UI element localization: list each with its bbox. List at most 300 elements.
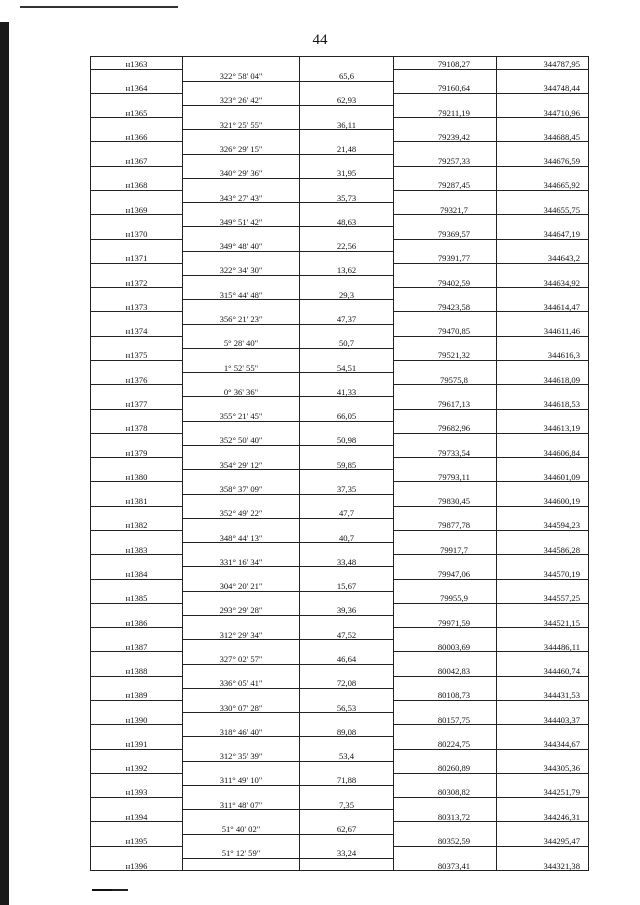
empty-cell <box>497 676 589 688</box>
coord-y: 344643,2 <box>497 251 589 263</box>
segment-distance: 39,36 <box>300 603 394 615</box>
empty-cell <box>497 312 589 324</box>
segment-distance: 35,73 <box>300 191 394 203</box>
empty-cell <box>183 203 300 215</box>
coord-y: 344606,84 <box>497 446 589 458</box>
segment-bearing: 349° 48' 40" <box>183 239 300 251</box>
coord-y: 344710,96 <box>497 106 589 118</box>
coord-x: 79108,27 <box>394 57 497 70</box>
segment-row <box>91 166 589 178</box>
empty-cell <box>300 518 394 530</box>
point-name: н1377 <box>91 397 183 409</box>
empty-cell <box>183 348 300 360</box>
empty-cell <box>300 858 394 871</box>
empty-cell <box>394 846 497 858</box>
empty-cell <box>394 69 497 81</box>
coord-x: 79257,33 <box>394 154 497 166</box>
point-row <box>91 615 589 627</box>
empty-cell <box>183 834 300 846</box>
empty-cell <box>183 397 300 409</box>
segment-row <box>91 93 589 105</box>
empty-cell <box>300 737 394 749</box>
segment-row <box>91 142 589 154</box>
segment-row <box>91 555 589 567</box>
empty-cell <box>91 361 183 373</box>
point-name: н1389 <box>91 688 183 700</box>
segment-distance: 54,51 <box>300 361 394 373</box>
empty-cell <box>300 130 394 142</box>
segment-bearing: 349° 51' 42" <box>183 215 300 227</box>
empty-cell <box>300 251 394 263</box>
point-row <box>91 518 589 530</box>
point-name: н1372 <box>91 276 183 288</box>
segment-bearing: 311° 48' 07" <box>183 798 300 810</box>
point-row <box>91 421 589 433</box>
point-row <box>91 276 589 288</box>
empty-cell <box>497 191 589 203</box>
segment-row <box>91 458 589 470</box>
coord-x: 79955,9 <box>394 591 497 603</box>
empty-cell <box>91 700 183 712</box>
point-row <box>91 106 589 118</box>
segment-bearing: 312° 29' 34" <box>183 628 300 640</box>
empty-cell <box>300 713 394 725</box>
empty-cell <box>497 239 589 251</box>
empty-cell <box>183 81 300 93</box>
empty-cell <box>183 154 300 166</box>
empty-cell <box>300 178 394 190</box>
coord-x: 79211,19 <box>394 106 497 118</box>
coord-y: 344431,53 <box>497 688 589 700</box>
empty-cell <box>300 664 394 676</box>
empty-cell <box>394 263 497 275</box>
empty-cell <box>183 615 300 627</box>
empty-cell <box>183 276 300 288</box>
point-name: н1364 <box>91 81 183 93</box>
coordinates-table-body <box>91 57 589 871</box>
coord-y: 344594,23 <box>497 518 589 530</box>
empty-cell <box>91 166 183 178</box>
empty-cell <box>91 93 183 105</box>
empty-cell <box>394 798 497 810</box>
coord-x: 80260,89 <box>394 761 497 773</box>
point-name: н1367 <box>91 154 183 166</box>
point-name: н1363 <box>91 57 183 70</box>
coord-y: 344600,19 <box>497 494 589 506</box>
segment-bearing: 326° 29' 15" <box>183 142 300 154</box>
empty-cell <box>300 57 394 70</box>
point-name: н1378 <box>91 421 183 433</box>
empty-cell <box>394 385 497 397</box>
coord-x: 79239,42 <box>394 130 497 142</box>
point-name: н1388 <box>91 664 183 676</box>
segment-distance: 15,67 <box>300 579 394 591</box>
point-name: н1395 <box>91 834 183 846</box>
segment-bearing: 318° 46' 40" <box>183 725 300 737</box>
point-row <box>91 397 589 409</box>
empty-cell <box>497 263 589 275</box>
point-name: н1370 <box>91 227 183 239</box>
empty-cell <box>394 579 497 591</box>
segment-bearing: 343° 27' 43" <box>183 191 300 203</box>
coord-y: 344787,95 <box>497 57 589 70</box>
empty-cell <box>91 458 183 470</box>
coord-x: 79917,7 <box>394 543 497 555</box>
segment-distance: 53,4 <box>300 749 394 761</box>
point-row <box>91 373 589 385</box>
empty-cell <box>91 530 183 542</box>
point-row <box>91 688 589 700</box>
coord-y: 344688,45 <box>497 130 589 142</box>
empty-cell <box>497 215 589 227</box>
empty-cell <box>91 215 183 227</box>
segment-distance: 22,56 <box>300 239 394 251</box>
empty-cell <box>497 288 589 300</box>
empty-cell <box>183 737 300 749</box>
segment-row <box>91 239 589 251</box>
point-row <box>91 785 589 797</box>
empty-cell <box>497 506 589 518</box>
empty-cell <box>91 822 183 834</box>
empty-cell <box>183 543 300 555</box>
empty-cell <box>300 81 394 93</box>
segment-distance: 48,63 <box>300 215 394 227</box>
segment-row <box>91 118 589 130</box>
empty-cell <box>497 579 589 591</box>
coord-y: 344251,79 <box>497 785 589 797</box>
empty-cell <box>497 652 589 664</box>
segment-distance: 21,48 <box>300 142 394 154</box>
segment-distance: 33,48 <box>300 555 394 567</box>
point-name: н1366 <box>91 130 183 142</box>
coord-x: 79470,85 <box>394 324 497 336</box>
page-number: 44 <box>312 32 328 48</box>
segment-distance: 41,33 <box>300 385 394 397</box>
empty-cell <box>394 749 497 761</box>
segment-distance: 36,11 <box>300 118 394 130</box>
coord-y: 344246,31 <box>497 810 589 822</box>
empty-cell <box>300 446 394 458</box>
empty-cell <box>91 725 183 737</box>
empty-cell <box>91 312 183 324</box>
point-row <box>91 834 589 846</box>
segment-row <box>91 652 589 664</box>
empty-cell <box>183 324 300 336</box>
coord-x: 79287,45 <box>394 178 497 190</box>
coord-x: 79423,58 <box>394 300 497 312</box>
empty-cell <box>91 482 183 494</box>
empty-cell <box>300 567 394 579</box>
empty-cell <box>91 118 183 130</box>
point-name: н1385 <box>91 591 183 603</box>
coord-y: 344655,75 <box>497 203 589 215</box>
point-row <box>91 494 589 506</box>
segment-row <box>91 700 589 712</box>
empty-cell <box>300 300 394 312</box>
segment-distance: 47,52 <box>300 628 394 640</box>
segment-row <box>91 433 589 445</box>
empty-cell <box>183 591 300 603</box>
empty-cell <box>91 846 183 858</box>
segment-row <box>91 628 589 640</box>
empty-cell <box>91 798 183 810</box>
segment-bearing: 312° 35' 39" <box>183 749 300 761</box>
empty-cell <box>183 518 300 530</box>
empty-cell <box>497 822 589 834</box>
coord-x: 79402,59 <box>394 276 497 288</box>
empty-cell <box>183 178 300 190</box>
segment-bearing: 331° 16' 34" <box>183 555 300 567</box>
segment-row <box>91 676 589 688</box>
empty-cell <box>183 470 300 482</box>
empty-cell <box>497 458 589 470</box>
segment-bearing: 352° 50' 40" <box>183 433 300 445</box>
empty-cell <box>497 725 589 737</box>
empty-cell <box>300 421 394 433</box>
empty-cell <box>497 773 589 785</box>
empty-cell <box>300 227 394 239</box>
point-name: н1382 <box>91 518 183 530</box>
segment-bearing: 322° 58' 04" <box>183 69 300 81</box>
segment-row <box>91 846 589 858</box>
empty-cell <box>300 470 394 482</box>
point-row <box>91 227 589 239</box>
segment-row <box>91 822 589 834</box>
segment-bearing: 0° 36' 36" <box>183 385 300 397</box>
segment-bearing: 321° 25' 55" <box>183 118 300 130</box>
coord-x: 79369,57 <box>394 227 497 239</box>
empty-cell <box>91 555 183 567</box>
segment-row <box>91 385 589 397</box>
point-name: н1371 <box>91 251 183 263</box>
empty-cell <box>497 409 589 421</box>
empty-cell <box>300 324 394 336</box>
segment-bearing: 348° 44' 13" <box>183 530 300 542</box>
point-name: н1396 <box>91 858 183 871</box>
point-name: н1390 <box>91 713 183 725</box>
empty-cell <box>300 615 394 627</box>
empty-cell <box>91 263 183 275</box>
coord-x: 80224,75 <box>394 737 497 749</box>
empty-cell <box>394 676 497 688</box>
point-row <box>91 251 589 263</box>
empty-cell <box>394 118 497 130</box>
empty-cell <box>300 494 394 506</box>
coord-x: 79682,96 <box>394 421 497 433</box>
empty-cell <box>497 166 589 178</box>
point-row <box>91 324 589 336</box>
coord-y: 344295,47 <box>497 834 589 846</box>
empty-cell <box>183 106 300 118</box>
empty-cell <box>497 336 589 348</box>
point-name: н1383 <box>91 543 183 555</box>
coord-y: 344344,67 <box>497 737 589 749</box>
coord-y: 344601,09 <box>497 470 589 482</box>
segment-distance: 40,7 <box>300 530 394 542</box>
empty-cell <box>183 421 300 433</box>
segment-row <box>91 530 589 542</box>
segment-bearing: 330° 07' 28" <box>183 700 300 712</box>
coord-x: 79575,8 <box>394 373 497 385</box>
empty-cell <box>394 336 497 348</box>
segment-row <box>91 361 589 373</box>
empty-cell <box>497 700 589 712</box>
empty-cell <box>91 336 183 348</box>
empty-cell <box>497 433 589 445</box>
segment-bearing: 315° 44' 48" <box>183 288 300 300</box>
point-name: н1365 <box>91 106 183 118</box>
coord-y: 344676,59 <box>497 154 589 166</box>
coord-x: 80003,69 <box>394 640 497 652</box>
segment-distance: 46,64 <box>300 652 394 664</box>
point-row <box>91 203 589 215</box>
empty-cell <box>394 239 497 251</box>
segment-distance: 65,6 <box>300 69 394 81</box>
empty-cell <box>91 191 183 203</box>
empty-cell <box>183 688 300 700</box>
coord-y: 344634,92 <box>497 276 589 288</box>
coord-y: 344570,19 <box>497 567 589 579</box>
coord-x: 79521,32 <box>394 348 497 360</box>
segment-distance: 62,67 <box>300 822 394 834</box>
segment-distance: 62,93 <box>300 93 394 105</box>
empty-cell <box>394 458 497 470</box>
empty-cell <box>497 530 589 542</box>
segment-row <box>91 773 589 785</box>
point-row <box>91 567 589 579</box>
empty-cell <box>394 773 497 785</box>
empty-cell <box>497 385 589 397</box>
point-name: н1374 <box>91 324 183 336</box>
coord-y: 344321,38 <box>497 858 589 871</box>
point-name: н1394 <box>91 810 183 822</box>
empty-cell <box>91 239 183 251</box>
empty-cell <box>497 118 589 130</box>
empty-cell <box>300 543 394 555</box>
empty-cell <box>91 142 183 154</box>
empty-cell <box>394 700 497 712</box>
empty-cell <box>497 628 589 640</box>
point-name: н1379 <box>91 446 183 458</box>
empty-cell <box>394 166 497 178</box>
empty-cell <box>300 348 394 360</box>
coord-y: 344748,44 <box>497 81 589 93</box>
segment-bearing: 336° 05' 41" <box>183 676 300 688</box>
point-row <box>91 591 589 603</box>
empty-cell <box>91 628 183 640</box>
segment-distance: 59,85 <box>300 458 394 470</box>
empty-cell <box>497 749 589 761</box>
point-row <box>91 737 589 749</box>
point-name: н1373 <box>91 300 183 312</box>
point-row <box>91 178 589 190</box>
empty-cell <box>300 373 394 385</box>
empty-cell <box>394 822 497 834</box>
empty-cell <box>394 361 497 373</box>
segment-bearing: 51° 40' 02" <box>183 822 300 834</box>
coord-x: 79947,06 <box>394 567 497 579</box>
point-name: н1369 <box>91 203 183 215</box>
empty-cell <box>394 530 497 542</box>
empty-cell <box>183 251 300 263</box>
empty-cell <box>394 725 497 737</box>
point-row <box>91 446 589 458</box>
point-name: н1391 <box>91 737 183 749</box>
segment-bearing: 322° 34' 30" <box>183 263 300 275</box>
segment-row <box>91 191 589 203</box>
segment-distance: 72,08 <box>300 676 394 688</box>
empty-cell <box>300 106 394 118</box>
empty-cell <box>183 227 300 239</box>
empty-cell <box>497 142 589 154</box>
coord-y: 344403,37 <box>497 713 589 725</box>
empty-cell <box>91 409 183 421</box>
empty-cell <box>394 603 497 615</box>
empty-cell <box>183 785 300 797</box>
point-name: н1375 <box>91 348 183 360</box>
coord-x: 79617,13 <box>394 397 497 409</box>
coord-y: 344521,15 <box>497 615 589 627</box>
coord-x: 80352,59 <box>394 834 497 846</box>
empty-cell <box>497 555 589 567</box>
coord-x: 80157,75 <box>394 713 497 725</box>
segment-row <box>91 603 589 615</box>
empty-cell <box>394 506 497 518</box>
segment-row <box>91 288 589 300</box>
empty-cell <box>497 603 589 615</box>
segment-distance: 47,37 <box>300 312 394 324</box>
segment-distance: 29,3 <box>300 288 394 300</box>
empty-cell <box>183 810 300 822</box>
point-row <box>91 300 589 312</box>
segment-distance: 66,05 <box>300 409 394 421</box>
empty-cell <box>300 810 394 822</box>
empty-cell <box>300 154 394 166</box>
coord-y: 344486,11 <box>497 640 589 652</box>
point-name: н1387 <box>91 640 183 652</box>
empty-cell <box>394 142 497 154</box>
point-row <box>91 348 589 360</box>
segment-bearing: 355° 21' 45" <box>183 409 300 421</box>
segment-distance: 13,62 <box>300 263 394 275</box>
segment-bearing: 340° 29' 36" <box>183 166 300 178</box>
empty-cell <box>300 761 394 773</box>
segment-distance: 31,95 <box>300 166 394 178</box>
segment-row <box>91 263 589 275</box>
segment-row <box>91 749 589 761</box>
coord-x: 79971,59 <box>394 615 497 627</box>
segment-distance: 50,98 <box>300 433 394 445</box>
empty-cell <box>91 433 183 445</box>
segment-row <box>91 69 589 81</box>
segment-bearing: 311° 49' 10" <box>183 773 300 785</box>
segment-distance: 50,7 <box>300 336 394 348</box>
point-row <box>91 154 589 166</box>
point-row <box>91 761 589 773</box>
coord-y: 344557,25 <box>497 591 589 603</box>
empty-cell <box>300 640 394 652</box>
empty-cell <box>394 215 497 227</box>
point-row <box>91 640 589 652</box>
coord-x: 79733,54 <box>394 446 497 458</box>
coord-x: 79160,64 <box>394 81 497 93</box>
empty-cell <box>394 555 497 567</box>
segment-bearing: 51° 12' 59" <box>183 846 300 858</box>
coord-y: 344614,47 <box>497 300 589 312</box>
segment-bearing: 358° 37' 09" <box>183 482 300 494</box>
empty-cell <box>183 664 300 676</box>
empty-cell <box>91 603 183 615</box>
